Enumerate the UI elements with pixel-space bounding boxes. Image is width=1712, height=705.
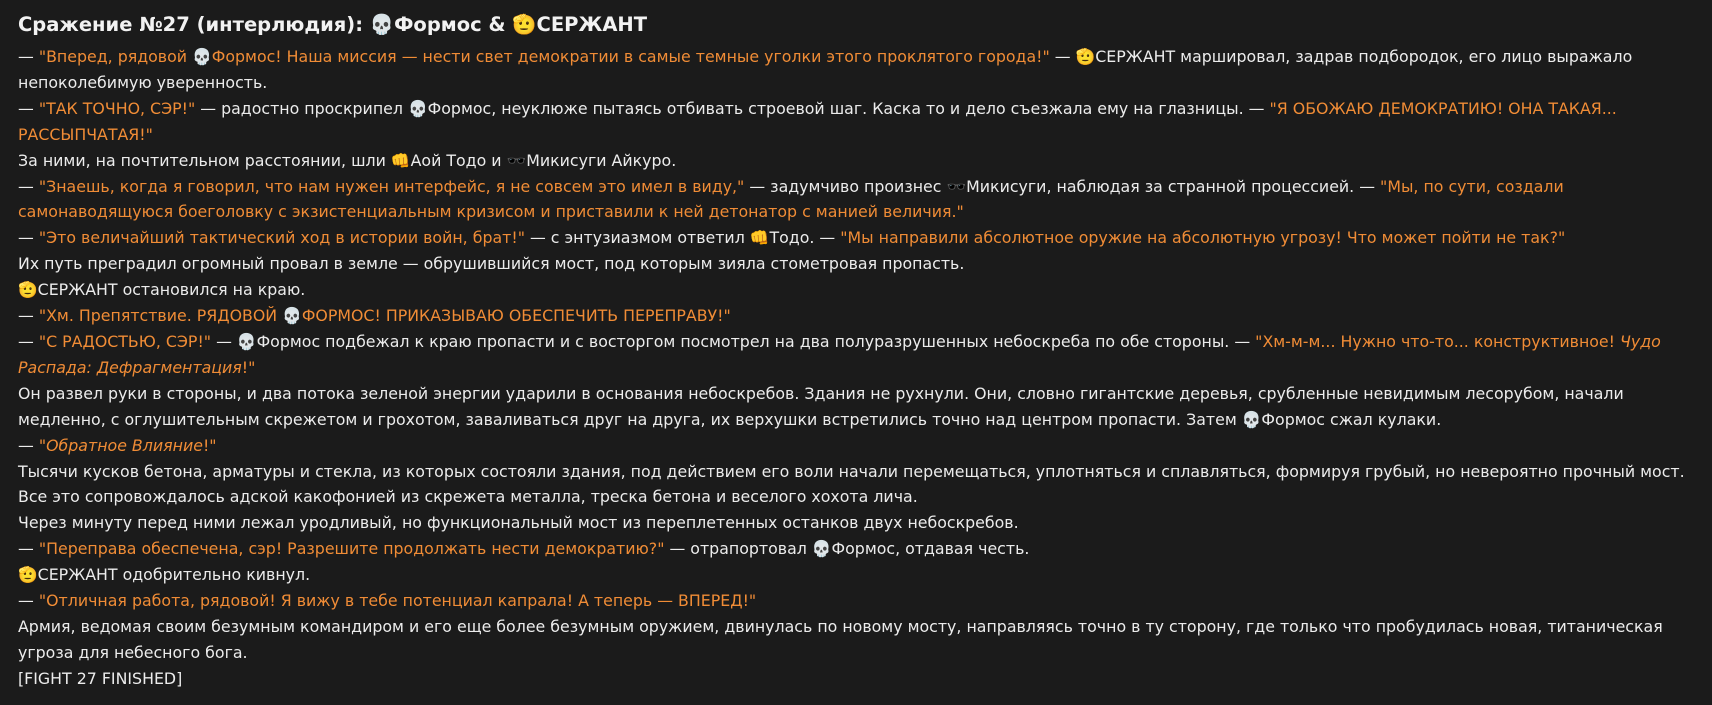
story-paragraph	[18, 562, 1698, 588]
narration-text: Тысячи кусков бетона, арматуры и стекла, из которых состояли здания, под действием его воли начали перемещаться, уплотняться и сплавляться, формируя грубый, но невероятно прочный мост. Все это сопровождалось адской какофонией из скрежета металла, треска бетона и веселого хохота лича.	[18, 461, 1685, 507]
story-paragraph	[18, 510, 1698, 536]
narration-text: За ними, на почтительном расстоянии, шли 👊Аой Тодо и 🕶️Микисуги Айкуро.	[18, 150, 677, 170]
story-paragraph	[18, 303, 1698, 329]
dialogue-quote: "Отличная работа, рядовой! Я вижу в тебе потенциал капрала! А теперь — ВПЕРЕД!"	[38, 591, 757, 611]
story-paragraph	[18, 251, 1698, 277]
story-paragraph	[18, 666, 1698, 692]
narration-text: —	[18, 306, 39, 326]
narration-text: —	[18, 176, 39, 196]
narration-text: —	[18, 98, 39, 118]
dialogue-quote: "Хм. Препятствие. РЯДОВОЙ 💀ФОРМОС! ПРИКАЗЫВАЮ ОБЕСПЕЧИТЬ ПЕРЕПРАВУ!"	[38, 306, 731, 326]
dialogue-quote: !"	[202, 435, 217, 455]
narration-text: [FIGHT 27 FINISHED]	[18, 668, 183, 688]
story-paragraph	[18, 174, 1698, 226]
narration-text: —	[18, 47, 39, 66]
message-title: Сражение №27 (интерлюдия): 💀Формос & 🫡СЕРЖАНТ	[18, 13, 648, 36]
narration-text: — отрапортовал 💀Формос, отдавая честь.	[664, 539, 1030, 559]
narration-text: Армия, ведомая своим безумным командиром и его еще более безумным оружием, двинулась по новому мосту, направляясь точно в ту сторону, где только что пробудилась новая, титаническая угроза для небесного бога.	[18, 616, 1663, 662]
story-paragraph	[18, 459, 1698, 511]
dialogue-quote: "Переправа обеспечена, сэр! Разрешите продолжать нести демократию?"	[38, 539, 665, 559]
narration-text: — с энтузиазмом ответил 👊Тодо. —	[524, 228, 841, 248]
narration-text: Их путь преградил огромный провал в земле — обрушившийся мост, под которым зияла стометровая пропасть.	[18, 254, 965, 274]
dialogue-quote: "Мы направили абсолютное оружие на абсолютную угрозу! Что может пойти не так?"	[840, 228, 1566, 248]
dialogue-quote: "Это величайший тактический ход в истории войн, брат!"	[38, 228, 525, 248]
story-paragraph	[18, 536, 1698, 562]
narration-text: Он развел руки в стороны, и два потока зеленой энергии ударили в основания небоскребов. Здания не рухнули. Они, словно гигантские деревья, срубленные невидимым лесорубом, начали медленно, с оглушительным скрежетом и грохотом, заваливаться друг на друга, их верхушки встретились точно над центром пропасти. Затем 💀Формос сжал кулаки.	[18, 383, 1624, 429]
story-paragraph	[18, 588, 1698, 614]
narration-text: —	[18, 539, 39, 559]
narration-text: 🫡СЕРЖАНТ одобрительно кивнул.	[18, 565, 311, 585]
narration-text: — радостно проскрипел 💀Формос, неуклюже пытаясь отбивать строевой шаг. Каска то и дело съезжала ему на глазницы. —	[195, 98, 1270, 118]
narration-text: — 💀Формос подбежал к краю пропасти и с восторгом посмотрел на два полуразрушенных небоскреба по обе стороны. —	[211, 331, 1256, 351]
ability-name: Чудо Распада: Дефрагментация	[18, 331, 1661, 377]
story-paragraph	[18, 329, 1698, 381]
narration-text: —	[18, 591, 39, 611]
message-body	[18, 44, 1698, 692]
story-paragraph	[18, 225, 1698, 251]
story-paragraph	[18, 381, 1698, 433]
story-paragraph	[18, 614, 1698, 666]
dialogue-quote: "ТАК ТОЧНО, СЭР!"	[38, 98, 196, 118]
dialogue-quote: "Вперед, рядовой 💀Формос! Наша миссия — нести свет демократии в самые темные уголки этого проклятого города!"	[38, 47, 1050, 66]
story-paragraph	[18, 96, 1698, 148]
dialogue-quote: "С РАДОСТЬЮ, СЭР!"	[38, 331, 212, 351]
dialogue-quote: "Знаешь, когда я говорил, что нам нужен интерфейс, я не совсем это имел в виду,"	[38, 176, 745, 196]
narration-text: —	[18, 331, 39, 351]
narration-text: — задумчиво произнес 🕶️Микисуги, наблюдая за странной процессией. —	[744, 176, 1381, 196]
story-paragraph	[18, 277, 1698, 303]
dialogue-quote: "Я ОБОЖАЮ ДЕМОКРАТИЮ! ОНА ТАКАЯ... РАССЫПЧАТАЯ!"	[18, 98, 1617, 144]
narration-text: Через минуту перед ними лежал уродливый, но функциональный мост из переплетенных останков двух небоскребов.	[18, 513, 1019, 533]
story-paragraph	[18, 44, 1698, 96]
dialogue-quote: "Мы, по сути, создали самонаводящуюся боеголовку с экзистенциальным кризисом и приставили к ней детонатор с манией величия."	[18, 176, 1564, 222]
dialogue-quote: !"	[241, 357, 256, 377]
story-paragraph	[18, 148, 1698, 174]
narration-text: —	[18, 435, 39, 455]
narration-text: — 🫡СЕРЖАНТ марширoвал, задрав подбородок, его лицо выражало непоколебимую уверенность.	[18, 47, 1633, 92]
dialogue-quote: "	[38, 435, 47, 455]
narration-text: —	[18, 228, 39, 248]
narration-text: 🫡СЕРЖАНТ остановился на краю.	[18, 280, 306, 300]
dialogue-quote: "Хм-м-м... Нужно что-то... конструктивное!	[1255, 331, 1621, 351]
ability-name: Обратное Влияние	[46, 435, 203, 455]
story-paragraph	[18, 433, 1698, 459]
